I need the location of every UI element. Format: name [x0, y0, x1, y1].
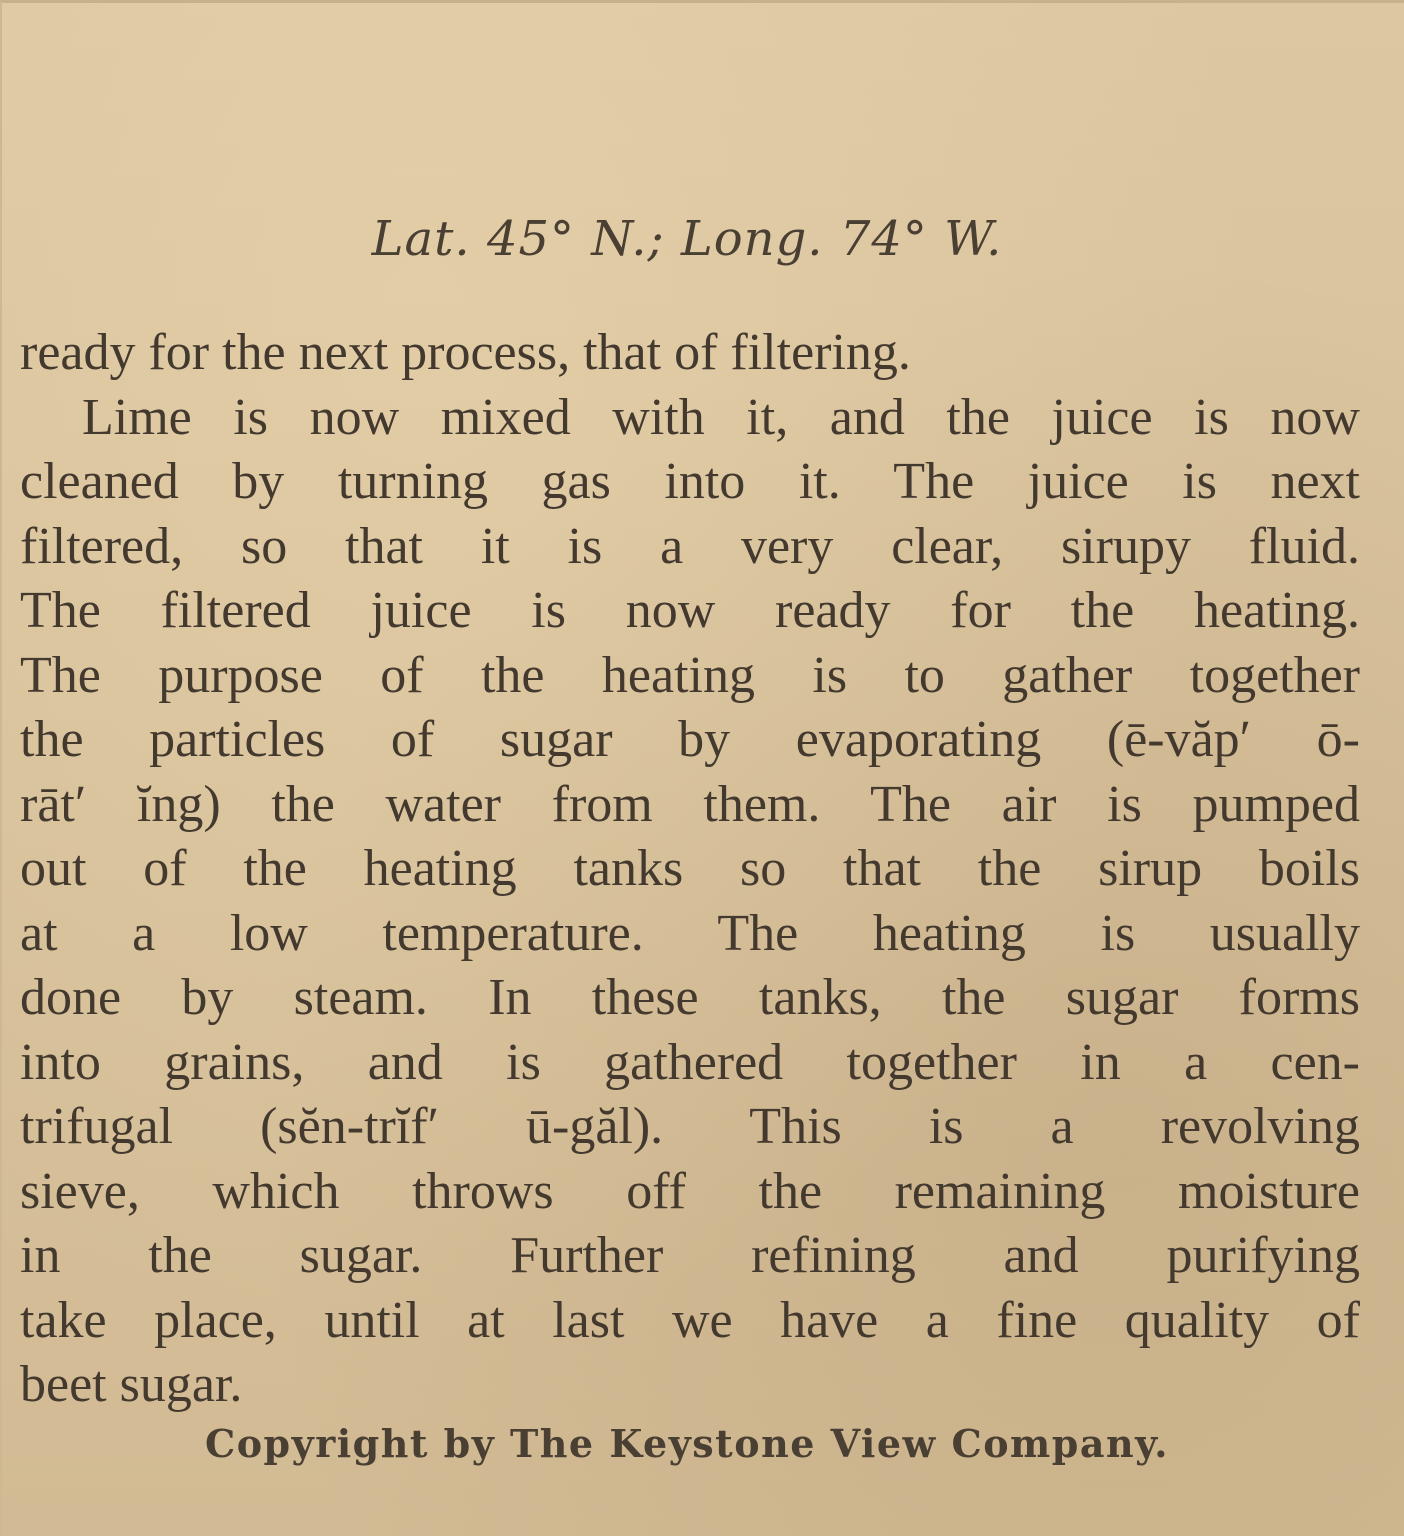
- text-line: cleaned by turning gas into it. The juice is next: [20, 453, 1360, 510]
- text-line: beet sugar.: [20, 1356, 243, 1413]
- copyright-notice: Copyright by The Keystone View Company.: [204, 1421, 1170, 1466]
- text-line: in the sugar. Further refining and purifying: [20, 1227, 1360, 1284]
- text-line: sieve, which throws off the remaining moisture: [20, 1162, 1360, 1220]
- text-line: take place, until at last we have a fine quality of: [20, 1291, 1360, 1349]
- text-line: the particles of sugar by evaporating (ē-văp′ ō-: [20, 711, 1360, 768]
- text-line: out of the heating tanks so that the sirup boils: [20, 840, 1360, 897]
- coordinates-heading: Lat. 45° N.; Long. 74° W.: [371, 211, 1003, 267]
- body-text: [20, 321, 1360, 1418]
- text-line: Lime is now mixed with it, and the juice is now: [82, 388, 1360, 446]
- text-line: filtered, so that it is a very clear, sirupy fluid.: [20, 517, 1360, 575]
- text-line: trifugal (sĕn-trĭf′ ū-găl). This is a revolving: [20, 1098, 1360, 1155]
- text-line: ready for the next process, that of filtering.: [20, 324, 911, 381]
- text-line: into grains, and is gathered together in a cen-: [20, 1033, 1360, 1091]
- text-line: The filtered juice is now ready for the heating.: [20, 582, 1360, 639]
- text-line: The purpose of the heating is to gather together: [20, 646, 1360, 704]
- text-line: at a low temperature. The heating is usually: [20, 904, 1360, 962]
- text-line: done by steam. In these tanks, the sugar forms: [20, 969, 1360, 1026]
- text-line: rāt′ ĭng) the water from them. The air is pumped: [20, 775, 1360, 833]
